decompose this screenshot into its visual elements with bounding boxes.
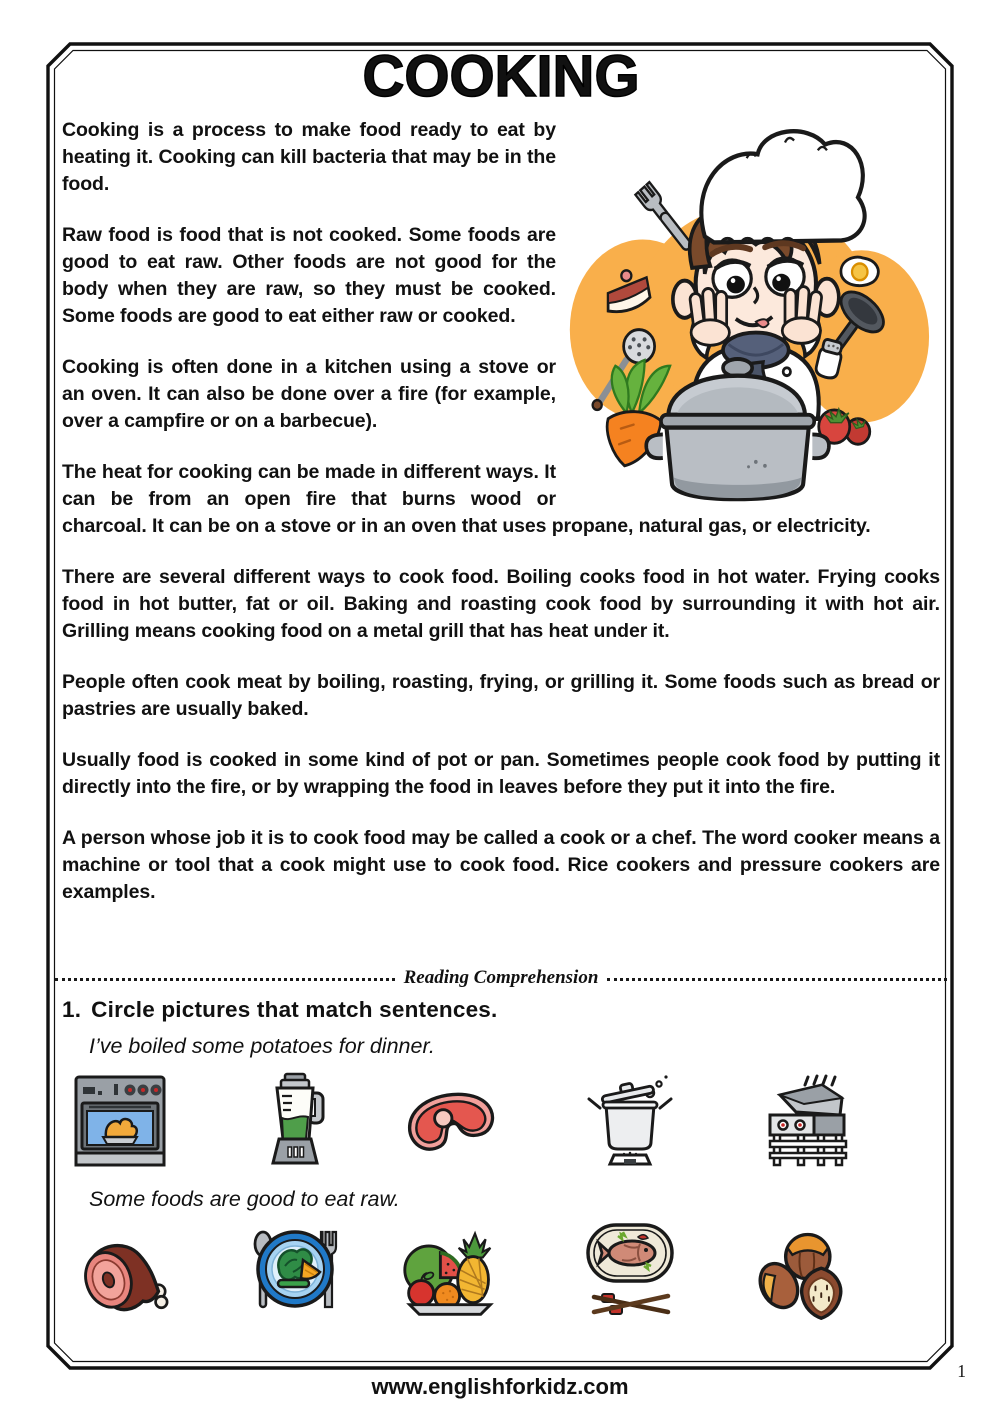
fish-plate-icon[interactable] xyxy=(580,1220,680,1324)
chestnuts-icon[interactable] xyxy=(752,1224,852,1324)
grill-icon[interactable] xyxy=(752,1071,852,1171)
article-text xyxy=(62,117,940,961)
hand-left xyxy=(689,288,729,345)
fried-egg-icon xyxy=(841,257,878,286)
paragraph: Cooking is often done in a kitchen using a stove or an oven. It can also be done over a fire (for example, over a campfire or on a barbecue). xyxy=(62,356,556,432)
icons-row-1 xyxy=(62,1065,940,1171)
icons-row-2 xyxy=(62,1218,940,1324)
blender-icon[interactable] xyxy=(245,1071,345,1171)
paragraph: A person whose job it is to cook food may be called a cook or a chef. The word cooker means a machine or tool that a cook might use to cook food. Rice cookers and pressure cookers are examples. xyxy=(62,827,940,903)
paragraph: The heat for cooking can be made in different ways. It can be from an open fire that burns wood or charcoal. It can be on a stove or in an oven that uses propane, natural gas, or electricity. xyxy=(62,461,871,537)
paragraph: Raw food is food that is not cooked. Some foods are good to eat raw. Other foods are not good for the body when they are raw, so they must be cooked. Some foods are good to eat either raw or cooked. xyxy=(62,224,556,327)
boiling-pot-icon[interactable] xyxy=(580,1071,680,1171)
steak-icon[interactable] xyxy=(400,1081,500,1171)
oven-icon[interactable] xyxy=(70,1071,170,1171)
chef-boy-illustration xyxy=(568,119,940,503)
exercise-instruction-text: Circle pictures that match sentences. xyxy=(91,997,498,1022)
reading-comprehension-divider xyxy=(55,967,947,989)
chopsticks xyxy=(594,1294,668,1314)
paragraph: There are several different ways to cook food. Boiling cooks food in hot water. Frying cooks food in hot butter, fat or oil. Baking and roasting cook food by surrounding it with hot air. Grilling means cooking food on a metal grill that has heat under it. xyxy=(62,566,940,642)
worksheet-content xyxy=(62,46,940,1340)
page-number: 1 xyxy=(957,1361,966,1381)
exercise-sentence: I’ve boiled some potatoes for dinner. xyxy=(89,1034,435,1058)
exercise-sentence: Some foods are good to eat raw. xyxy=(89,1187,400,1211)
fruit-platter-icon[interactable] xyxy=(400,1218,500,1324)
footer-url: www.englishforkidz.com xyxy=(371,1374,629,1399)
dotted-line xyxy=(55,978,395,981)
dotted-line xyxy=(607,978,947,981)
divider-label: Reading Comprehension xyxy=(403,967,599,988)
exercise-instruction xyxy=(62,997,940,1023)
exercise-number: 1. xyxy=(62,997,82,1022)
paragraph: People often cook meat by boiling, roasting, frying, or grilling it. Some foods such as bread or pastries are usually baked. xyxy=(62,671,940,720)
page-title: COOKING xyxy=(362,44,640,109)
paragraph: Usually food is cooked in some kind of pot or pan. Sometimes people cook food by putting it directly into the fire, or by wrapping the food in leaves before they put it into the fire. xyxy=(62,749,940,798)
ham-icon[interactable] xyxy=(70,1230,170,1324)
paragraph: Cooking is a process to make food ready to eat by heating it. Cooking can kill bacteria that may be in the food. xyxy=(62,119,556,195)
exercise-1 xyxy=(62,997,940,1324)
hand-right xyxy=(782,286,822,343)
salad-plate-icon[interactable] xyxy=(245,1214,345,1324)
